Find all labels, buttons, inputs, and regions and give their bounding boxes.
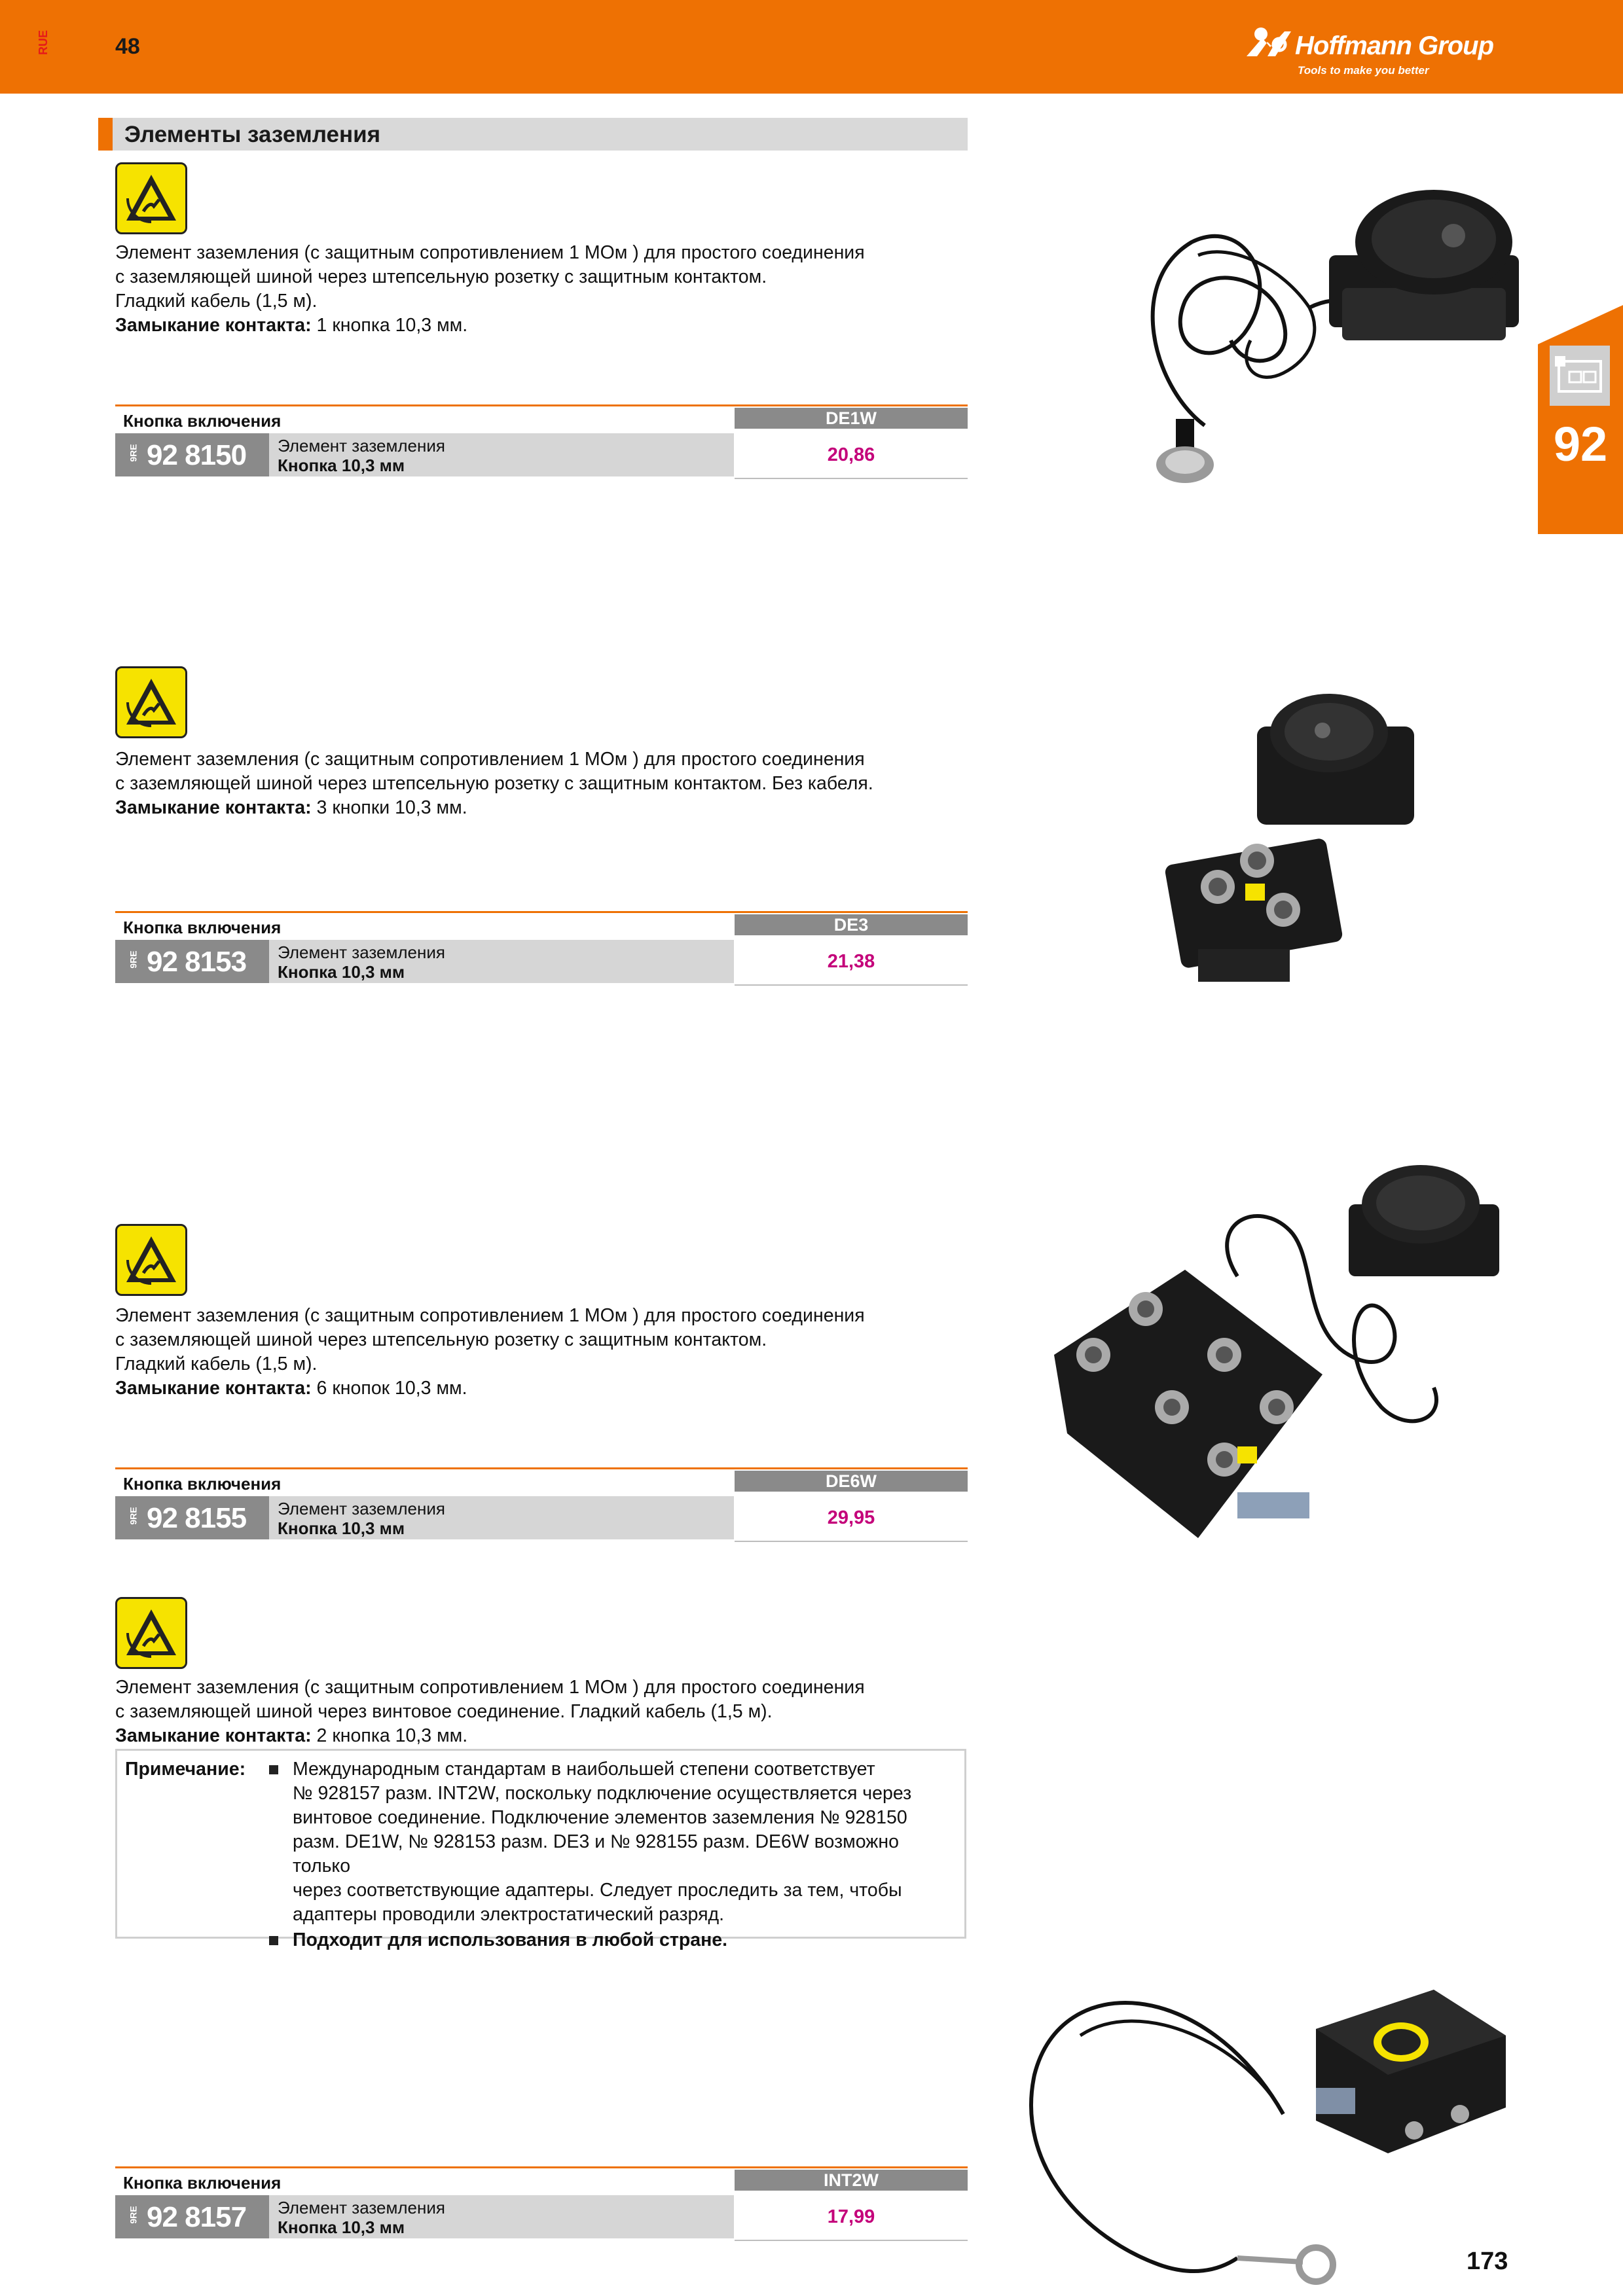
desc-line: Элемент заземления (с защитным сопротивлением 1 МОм ) для простого соединения bbox=[115, 1677, 865, 1698]
size-code: INT2W bbox=[735, 2170, 968, 2191]
article-number: 92 8153 bbox=[147, 946, 247, 978]
price: 17,99 bbox=[827, 2206, 875, 2227]
note-line: винтовое соединение. Подключение элементов заземления № 928150 bbox=[293, 1807, 907, 1828]
desc-line: Элемент заземления (с защитным сопротивлением 1 МОм ) для простого соединения bbox=[115, 1305, 865, 1326]
header-bar bbox=[0, 0, 1623, 94]
article-number: 92 8157 bbox=[147, 2201, 247, 2233]
table-header-label: Кнопка включения bbox=[123, 918, 282, 937]
article-side-code: 9RE bbox=[128, 444, 139, 462]
page-number: 173 bbox=[1467, 2248, 1508, 2275]
article-side-code: 9RE bbox=[128, 2206, 139, 2224]
product-1-description bbox=[115, 241, 966, 338]
desc-line: Гладкий кабель (1,5 м). bbox=[115, 1354, 318, 1374]
article-side-code: 9RE bbox=[128, 1507, 139, 1525]
note-line: адаптеры проводили электростатический разряд. bbox=[293, 1904, 725, 1925]
note-box bbox=[115, 1749, 966, 1950]
esd-warning-icon bbox=[115, 666, 187, 738]
chapter-number: 92 bbox=[1553, 417, 1608, 471]
desc-line: с заземляющей шиной через штепсельную розетку с защитным контактом. bbox=[115, 1329, 767, 1350]
side-code: RUE bbox=[37, 29, 50, 55]
chapter-tab[interactable] bbox=[1538, 306, 1623, 534]
item-button: Кнопка 10,3 мм bbox=[278, 456, 405, 475]
section-title-bar bbox=[98, 118, 968, 151]
esd-warning-icon bbox=[115, 1224, 187, 1296]
table-row[interactable] bbox=[115, 940, 734, 983]
product-2-table bbox=[115, 911, 968, 988]
item-name: Элемент заземления bbox=[278, 942, 445, 962]
price: 20,86 bbox=[827, 444, 875, 465]
contact-value: 2 кнопка 10,3 мм. bbox=[311, 1725, 468, 1746]
product-1-table bbox=[115, 404, 968, 482]
table-row[interactable] bbox=[115, 2195, 734, 2238]
item-button: Кнопка 10,3 мм bbox=[278, 1518, 405, 1538]
article-number: 92 8150 bbox=[147, 439, 247, 471]
article-box[interactable] bbox=[115, 1496, 269, 1539]
note-item bbox=[269, 1757, 950, 1927]
article-side-code: 9RE bbox=[128, 950, 139, 969]
contact-value: 1 кнопка 10,3 мм. bbox=[311, 315, 468, 336]
contact-label: Замыкание контакта: bbox=[115, 797, 312, 818]
desc-line: Элемент заземления (с защитным сопротивлением 1 МОм ) для простого соединения bbox=[115, 242, 865, 263]
logo-tagline: Tools to make you better bbox=[1298, 64, 1429, 77]
note-label: Примечание: bbox=[125, 1759, 246, 1780]
note-line: разм. DE1W, № 928153 разм. DE3 и № 928155 разм. DE6W возможно только bbox=[293, 1831, 899, 1876]
desc-line: Элемент заземления (с защитным сопротивлением 1 МОм ) для простого соединения bbox=[115, 749, 865, 770]
price: 29,95 bbox=[827, 1507, 875, 1528]
product-3-image bbox=[1041, 1158, 1519, 1551]
item-button: Кнопка 10,3 мм bbox=[278, 2217, 405, 2237]
contact-value: 6 кнопок 10,3 мм. bbox=[311, 1378, 467, 1399]
esd-warning-icon bbox=[115, 1597, 187, 1669]
price: 21,38 bbox=[827, 951, 875, 972]
workbench-icon bbox=[1550, 346, 1610, 406]
note-list bbox=[269, 1757, 950, 1954]
product-3-table bbox=[115, 1467, 968, 1545]
logo-name: Hoffmann Group bbox=[1295, 31, 1494, 60]
note-line: через соответствующие адаптеры. Следует проследить за тем, чтобы bbox=[293, 1880, 902, 1901]
product-3-description bbox=[115, 1304, 966, 1401]
contact-label: Замыкание контакта: bbox=[115, 315, 312, 336]
item-name: Элемент заземления bbox=[278, 436, 445, 456]
product-4-description bbox=[115, 1676, 966, 1748]
contact-label: Замыкание контакта: bbox=[115, 1725, 312, 1746]
product-1-image bbox=[1113, 177, 1532, 491]
page-number-top: 48 bbox=[115, 34, 140, 59]
size-code: DE3 bbox=[735, 914, 968, 935]
esd-warning-icon bbox=[115, 162, 187, 234]
section-title: Элементы заземления bbox=[124, 122, 381, 147]
item-button: Кнопка 10,3 мм bbox=[278, 962, 405, 982]
desc-line: с заземляющей шиной через винтовое соединение. Гладкий кабель (1,5 м). bbox=[115, 1701, 773, 1722]
note-item: Подходит для использования в любой стране. bbox=[269, 1928, 950, 1952]
size-code: DE6W bbox=[735, 1471, 968, 1492]
contact-label: Замыкание контакта: bbox=[115, 1378, 312, 1399]
note-line: № 928157 разм. INT2W, поскольку подключение осуществляется через bbox=[293, 1783, 912, 1804]
product-4-table bbox=[115, 2166, 968, 2244]
table-header-label: Кнопка включения bbox=[123, 2173, 282, 2193]
desc-line: Гладкий кабель (1,5 м). bbox=[115, 291, 318, 312]
product-2-description bbox=[115, 747, 966, 820]
note-line: Международным стандартам в наибольшей степени соответствует bbox=[293, 1759, 875, 1780]
table-row[interactable] bbox=[115, 1496, 734, 1539]
table-header-label: Кнопка включения bbox=[123, 1474, 282, 1494]
item-name: Элемент заземления bbox=[278, 2198, 445, 2217]
hoffmann-logo bbox=[1244, 25, 1519, 77]
table-row[interactable] bbox=[115, 433, 734, 476]
product-2-image bbox=[1159, 687, 1434, 995]
article-box[interactable] bbox=[115, 2195, 269, 2238]
size-code: DE1W bbox=[735, 408, 968, 429]
tab-corner bbox=[1538, 305, 1623, 344]
article-box[interactable] bbox=[115, 433, 269, 476]
contact-value: 3 кнопки 10,3 мм. bbox=[311, 797, 467, 818]
logo-mark-icon bbox=[1244, 25, 1296, 59]
article-number: 92 8155 bbox=[147, 1502, 247, 1534]
table-header-label: Кнопка включения bbox=[123, 411, 282, 431]
item-name: Элемент заземления bbox=[278, 1499, 445, 1518]
product-4-image bbox=[1008, 1957, 1525, 2291]
desc-line: с заземляющей шиной через штепсельную розетку с защитным контактом. Без кабеля. bbox=[115, 773, 873, 794]
article-box[interactable] bbox=[115, 940, 269, 983]
desc-line: с заземляющей шиной через штепсельную розетку с защитным контактом. bbox=[115, 266, 767, 287]
